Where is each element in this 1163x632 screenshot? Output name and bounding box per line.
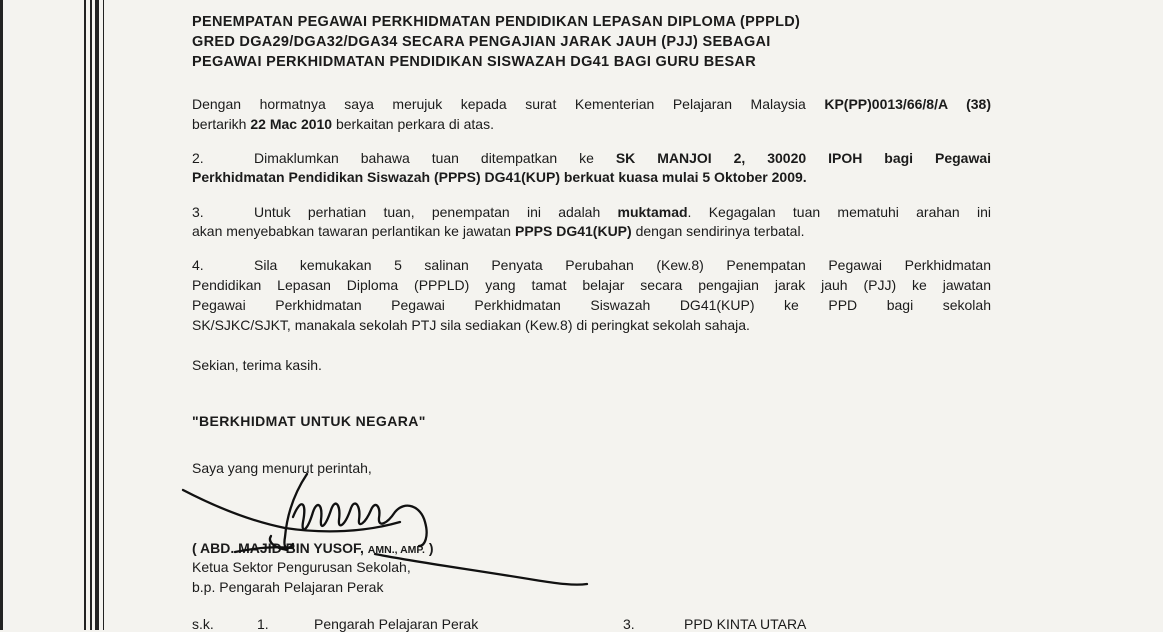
cc-number: 1. [257, 616, 269, 632]
signatory-position: Ketua Sektor Pengurusan Sekolah, [192, 559, 411, 575]
signature-image [175, 462, 615, 592]
letter-title-line: GRED DGA29/DGA32/DGA34 SECARA PENGAJIAN JARAK JAUH (PJJ) SEBAGAI [192, 34, 771, 50]
signatory-on-behalf: b.p. Pengarah Pelajaran Perak [192, 579, 384, 595]
paragraph-number: 4. [192, 257, 204, 273]
closing: Sekian, terima kasih. [192, 357, 322, 373]
intro-paragraph: Dengan hormatnya saya merujuk kepada surat Kementerian Pelajaran Malaysia KP(PP)0013/66/8/A (38) [192, 96, 992, 112]
paragraph-number: 2. [192, 150, 204, 166]
signatory-name: ( ABD. MAJID BIN YUSOF, AMN., AMP. ) [192, 540, 434, 556]
binder-line [84, 0, 86, 630]
letter-title-line: PEGAWAI PERKHIDMATAN PENDIDIKAN SISWAZAH DG41 BAGI GURU BESAR [192, 54, 756, 70]
binder-line [90, 0, 92, 630]
binder-line [95, 0, 99, 630]
sign-off: Saya yang menurut perintah, [192, 460, 372, 476]
paragraph-4: Sila kemukakan 5 salinan Penyata Perubahan (Kew.8) Penempatan Pegawai Perkhidmatan [254, 257, 991, 273]
paragraph-2: Dimaklumkan bahawa tuan ditempatkan ke SK MANJOI 2, 30020 IPOH bagi Pegawai [254, 150, 992, 166]
paragraph-3: akan menyebabkan tawaran perlantikan ke jawatan PPPS DG41(KUP) dengan sendirinya terbatal. [192, 223, 805, 239]
paragraph-4: Pendidikan Lepasan Diploma (PPPLD) yang tamat belajar secara pengajian jarak jauh (PJJ) ke jawatan [192, 277, 991, 293]
paragraph-number: 3. [192, 204, 204, 220]
cc-recipient: Pengarah Pelajaran Perak [314, 616, 479, 632]
paragraph-3: Untuk perhatian tuan, penempatan ini adalah muktamad. Kegagalan tuan mematuhi arahan ini [254, 204, 991, 220]
intro-paragraph: bertarikh 22 Mac 2010 berkaitan perkara di atas. [192, 116, 494, 132]
paragraph-4: Pegawai Perkhidmatan Pegawai Perkhidmatan Siswazah DG41(KUP) ke PPD bagi sekolah [192, 297, 991, 313]
paragraph-2: Perkhidmatan Pendidikan Siswazah (PPPS) DG41(KUP) berkuat kuasa mulai 5 Oktober 2009. [192, 169, 807, 185]
cc-recipient: PPD KINTA UTARA [684, 616, 807, 632]
paragraph-4: SK/SJKC/SJKT, manakala sekolah PTJ sila sediakan (Kew.8) di peringkat sekolah sahaja. [192, 317, 750, 333]
cc-number: 3. [623, 616, 635, 632]
letter-title-line: PENEMPATAN PEGAWAI PERKHIDMATAN PENDIDIKAN LEPASAN DIPLOMA (PPPLD) [192, 14, 801, 30]
cc-label: s.k. [192, 616, 214, 632]
binder-edge [0, 0, 3, 630]
binder-line [103, 0, 104, 630]
motto: "BERKHIDMAT UNTUK NEGARA" [192, 413, 426, 429]
